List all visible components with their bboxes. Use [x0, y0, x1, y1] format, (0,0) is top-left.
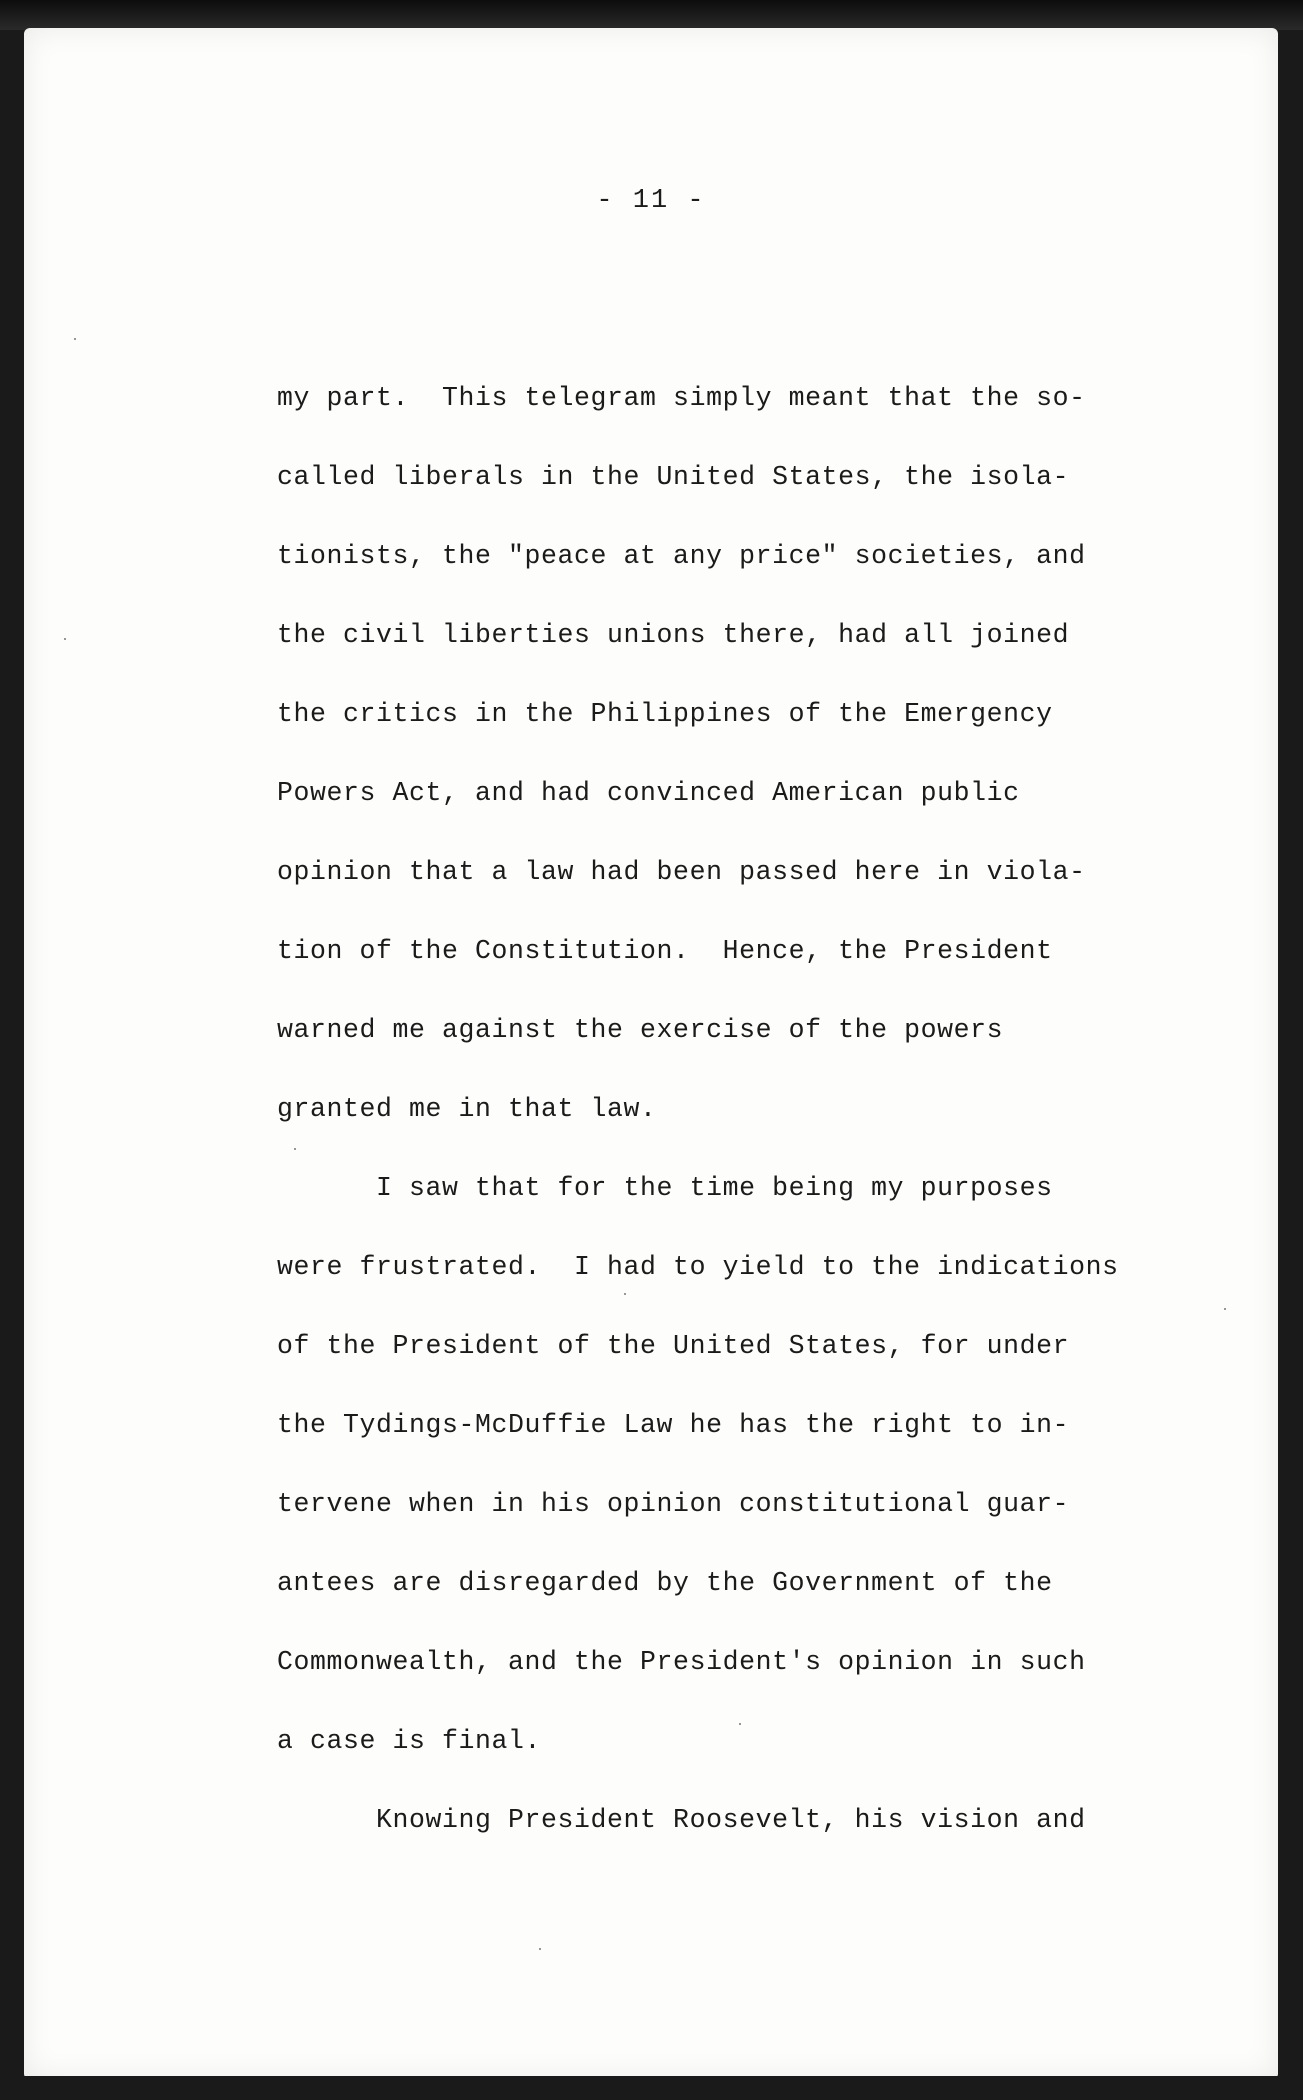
- text-line-7: opinion that a law had been passed here in viola-: [277, 857, 1086, 887]
- paper-speck: [294, 1148, 296, 1150]
- paper-speck: [1224, 1308, 1226, 1310]
- text-line-9: warned me against the exercise of the powers: [277, 1015, 1004, 1045]
- text-line-14: the Tydings-McDuffie Law he has the right to in-: [277, 1410, 1070, 1440]
- text-line-4: the civil liberties unions there, had all joined: [277, 620, 1070, 650]
- text-line-17: Commonwealth, and the President's opinion in such: [277, 1647, 1086, 1677]
- paper-speck: [539, 1948, 541, 1950]
- scan-frame-bottom: [0, 2076, 1303, 2100]
- text-line-16: antees are disregarded by the Government of the: [277, 1568, 1053, 1598]
- text-line-6: Powers Act, and had convinced American public: [277, 778, 1020, 808]
- text-line-10: granted me in that law.: [277, 1094, 657, 1124]
- text-line-8: tion of the Constitution. Hence, the President: [277, 936, 1053, 966]
- scan-frame-top: [0, 0, 1303, 30]
- paper-speck: [739, 1723, 741, 1725]
- text-line-5: the critics in the Philippines of the Emergency: [277, 699, 1053, 729]
- text-line-12: were frustrated. I had to yield to the indications: [277, 1252, 1119, 1282]
- paper-speck: [64, 638, 66, 640]
- text-line-15: tervene when in his opinion constitutional guar-: [277, 1489, 1070, 1519]
- document-page: [24, 28, 1278, 2078]
- text-line-2: called liberals in the United States, the isola-: [277, 462, 1070, 492]
- text-line-11: I saw that for the time being my purposes: [277, 1173, 1053, 1203]
- text-line-18: a case is final.: [277, 1726, 542, 1756]
- page-number: - 11 -: [596, 186, 706, 216]
- text-line-19: Knowing President Roosevelt, his vision and: [277, 1805, 1086, 1835]
- paper-speck: [624, 1293, 626, 1295]
- text-line-1: my part. This telegram simply meant that the so-: [277, 383, 1086, 413]
- text-line-13: of the President of the United States, for under: [277, 1331, 1070, 1361]
- paper-speck: [74, 338, 76, 340]
- text-line-3: tionists, the "peace at any price" societies, and: [277, 541, 1086, 571]
